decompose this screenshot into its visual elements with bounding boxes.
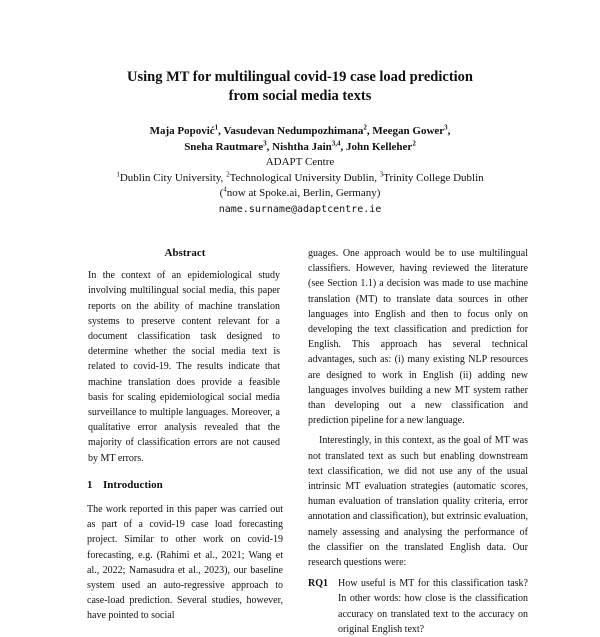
section-number: 1: [87, 478, 93, 491]
abstract-text: In the context of an epidemiological study involving multilingual social media, this paper reports on the ability of machine translation systems to preserve content relevant for a document classification task designed to determine whether the social media text is related to covid-19. The results indicate that machine translation does provide a feasible basis for scaling epidemiological social media surveillance to multiple languages. Moreover, a qualitative error analysis revealed that the majority of classification errors are not caused by MT errors.: [88, 270, 280, 464]
author-line-2: Sneha Rautmare$^3$, Nishtha Jain$^{3,4}$, John Kelleher$^2$: [184, 138, 416, 153]
affiliation-mark: 2: [226, 169, 230, 178]
affiliation-note: [0, 186, 600, 202]
affiliation-paren: (: [219, 187, 224, 199]
left-column: [87, 246, 283, 624]
author-block: [0, 124, 600, 217]
author-affiliation-mark: 3: [263, 138, 267, 147]
affiliation-mark: 4: [223, 185, 227, 194]
author-affiliation-mark: 2: [412, 138, 416, 147]
section-title: Introduction: [103, 478, 163, 491]
research-question-1: [308, 576, 528, 637]
affiliation: now at Spoke.ai, Berlin, Germany): [226, 187, 381, 199]
paper-title: [0, 68, 600, 106]
author-name: John Kelleher: [346, 140, 413, 153]
affiliation-mark: 1: [116, 169, 120, 178]
affiliation: Technological University Dublin,: [229, 171, 380, 184]
author-affiliation-mark: 3,4: [331, 138, 341, 147]
author-affiliation-mark: 1: [214, 123, 219, 132]
affiliation: Dublin City University,: [119, 171, 227, 184]
author-name: Nishtha Jain: [272, 140, 332, 153]
author-affiliation-mark: 3: [444, 123, 448, 132]
rq-label: RQ1: [308, 578, 328, 590]
affiliation-mark: 3: [379, 169, 384, 178]
author-name: Sneha Rautmare: [184, 140, 264, 153]
author-affiliation-mark: 2: [363, 123, 367, 132]
right-column: [308, 246, 528, 637]
body-paragraph: guages. One approach would be to use multilingual classifiers. However, having reviewed the literature (see Section 1.1) a decision was made to use machine translation (MT) to translate data sources in other languages into English and then to focus only on developing the text classification and prediction for English. This approach has several technical advantages, such as: (i) many existing NLP resources are designed to work in English (ii) adding new languages involves building a new MT system rather than developing out a new classification and prediction pipeline for a new language.: [308, 248, 528, 427]
author-name: Meegan Gower: [372, 125, 445, 137]
rq-text: How useful is MT for this classification task? In other words: how close is the classification accuracy on translated text to the accuracy on original English text?: [338, 578, 528, 635]
institution-centre: ADAPT Centre: [265, 156, 335, 168]
contact-email: name.surname@adaptcentre.ie: [218, 203, 382, 215]
author-line-1: Maja Popović$^1$, Vasudevan Nedumpozhimana$^2$, Meegan Gower$^3$,: [149, 123, 451, 137]
abstract-heading: Abstract: [164, 247, 206, 259]
affiliations-line: [0, 171, 600, 187]
title-line-2: from social media texts: [228, 88, 372, 104]
title-line-1: Using MT for multilingual covid-19 case load prediction: [126, 69, 473, 85]
affiliation: Trinity College Dublin: [383, 171, 484, 184]
author-name: Maja Popović: [149, 125, 215, 137]
body-paragraph: Interestingly, in this context, as the goal of MT was not translated text as such but enabling downstream text classification, we did not use any of the usual intrinsic MT evaluation strategies (automatic scores, human evaluation of translation quality criteria, error annotation and classification), but extrinsic evaluation, namely assessing and analysing the performance of the classifier on the translated English data. Our research questions were:: [308, 435, 528, 569]
intro-paragraph: The work reported in this paper was carried out as part of a covid-19 case load forecasting project. Similar to other work on covid-19 forecasting, e.g. (Rahimi et al., 2021; Wang et al., 2022; Namasudra et al., 2023), our baseline system used an auto-regressive approach to case-load prediction. Several studies, however, have pointed to social: [87, 504, 283, 622]
author-name: Vasudevan Nedumpozhimana: [223, 125, 364, 137]
section-heading-introduction: [87, 478, 283, 493]
